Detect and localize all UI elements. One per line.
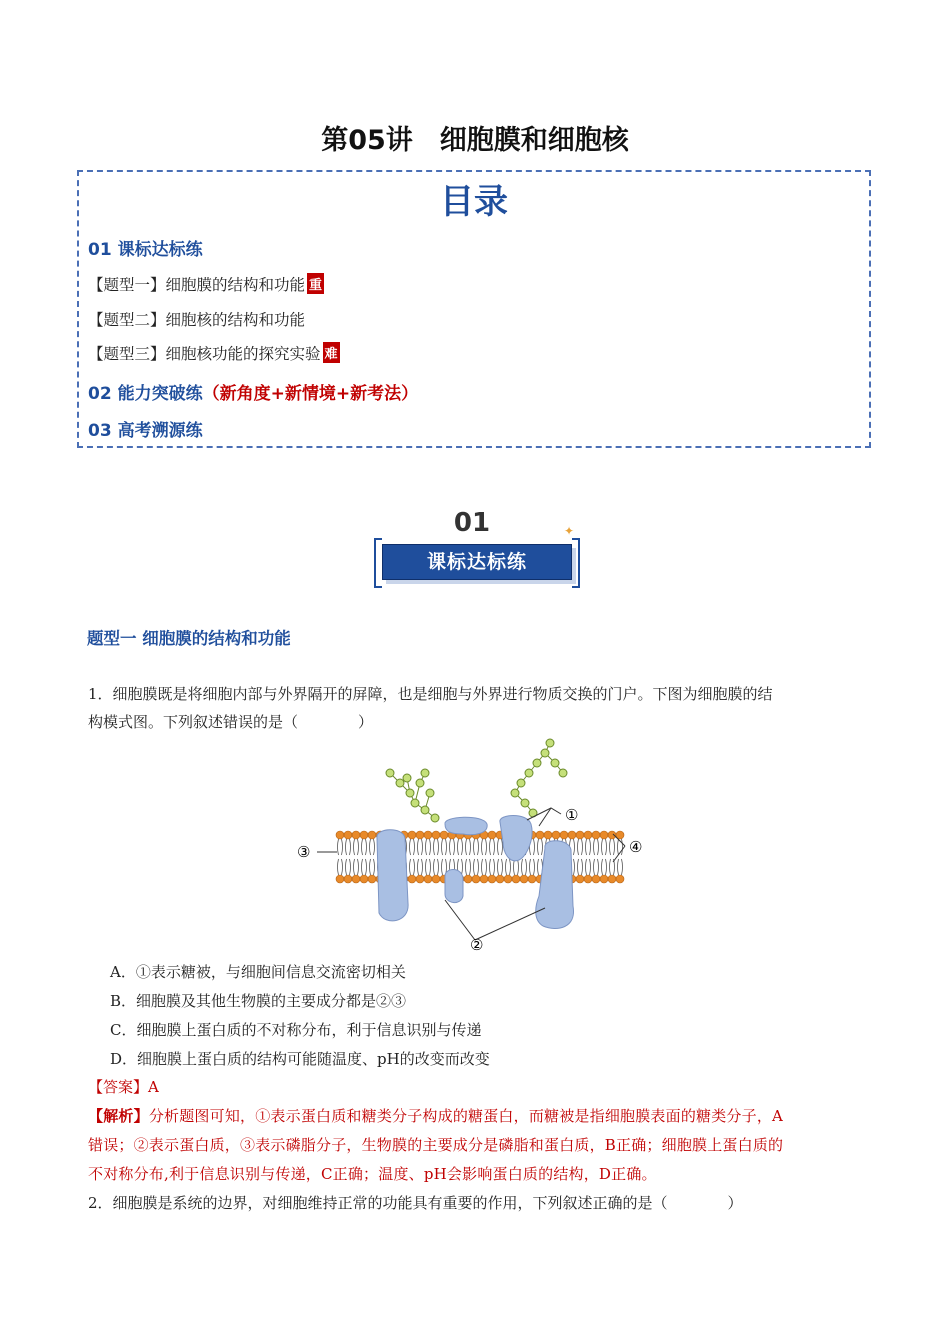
lipid-head [576, 875, 584, 883]
analysis-tag: 【解析】 [88, 1107, 149, 1125]
sugar-unit [533, 759, 541, 767]
sugar-unit [406, 789, 414, 797]
sugar-unit [541, 749, 549, 757]
lipid-head [584, 875, 592, 883]
toc-item-1[interactable] [88, 273, 324, 295]
label-3: ③ [297, 843, 311, 861]
lipid-head [600, 875, 608, 883]
lipid-tail [498, 839, 503, 855]
lipid-head [600, 831, 608, 839]
analysis-line-2: 错误；②表示蛋白质，③表示磷脂分子，生物膜的主要成分是磷脂和蛋白质，B正确；细胞膜上蛋白质的 [88, 1136, 784, 1154]
toc-item-2[interactable] [88, 308, 305, 330]
lipid-head [336, 875, 344, 883]
toc-section-2-label: 02 能力突破练 [88, 384, 203, 404]
lipid-tail [602, 839, 607, 855]
lipid-tail [418, 839, 423, 855]
lipid-tail [362, 859, 367, 875]
sugar-unit [421, 806, 429, 814]
sparkle-icon: ✦ [564, 524, 575, 538]
lipid-tail [370, 859, 375, 875]
lipid-head [424, 831, 432, 839]
analysis-text: 分析题图可知，①表示蛋白质和糖类分子构成的糖蛋白，而糖被是指细胞膜表面的糖类分子，A [148, 1107, 784, 1125]
lipid-tail [410, 859, 415, 875]
lipid-head [336, 831, 344, 839]
toc-item-3[interactable] [88, 342, 340, 364]
lipid-tail [506, 859, 511, 875]
lipid-tail [482, 859, 487, 875]
lipid-head [608, 875, 616, 883]
lipid-head [352, 831, 360, 839]
lipid-head [360, 875, 368, 883]
lipid-tail [586, 859, 591, 875]
lipid-head [424, 875, 432, 883]
lipid-head [432, 831, 440, 839]
lipid-tail [426, 859, 431, 875]
lipid-tail [538, 839, 543, 855]
sugar-unit [551, 759, 559, 767]
lipid-tail [514, 859, 519, 875]
lipid-head [344, 875, 352, 883]
banner-left-bracket [374, 538, 382, 588]
sugar-unit [411, 799, 419, 807]
lipid-head [592, 831, 600, 839]
lipid-tail [346, 859, 351, 875]
lipid-tail [482, 839, 487, 855]
lipid-head [608, 831, 616, 839]
lipid-tail [610, 839, 615, 855]
lipid-tail [474, 859, 479, 875]
label-1: ① [565, 806, 579, 824]
lipid-tail [498, 859, 503, 875]
lipid-head [432, 875, 440, 883]
lipid-tail [522, 859, 527, 875]
question-2-line-1: 2．细胞膜是系统的边界，对细胞维持正常的功能具有重要的作用，下列叙述正确的是（ ） [88, 1194, 743, 1212]
lipid-tail [466, 859, 471, 875]
toc-item-label: 【题型一】细胞膜的结构和功能 [88, 276, 306, 294]
option-a[interactable]: A．①表示糖被，与细胞间信息交流密切相关 [110, 963, 406, 981]
sugar-unit [403, 774, 411, 782]
sugar-unit [511, 789, 519, 797]
lipid-tail [474, 839, 479, 855]
label-4: ④ [629, 838, 643, 856]
lipid-tail [362, 839, 367, 855]
page-title: 第05讲 细胞膜和细胞核 [321, 125, 629, 156]
transmembrane-protein [377, 830, 408, 921]
section-banner [372, 506, 582, 586]
sugar-unit [386, 769, 394, 777]
lipid-head [528, 875, 536, 883]
lipid-tail [410, 839, 415, 855]
sugar-unit [396, 779, 404, 787]
lipid-head [416, 831, 424, 839]
lipid-tail [490, 839, 495, 855]
lipid-tail [530, 859, 535, 875]
lipid-tail [426, 839, 431, 855]
cell-membrane-diagram [295, 738, 665, 953]
lipid-tail [490, 859, 495, 875]
lipid-tail [354, 859, 359, 875]
sugar-unit [431, 814, 439, 822]
option-b[interactable]: B．细胞膜及其他生物膜的主要成分都是②③ [110, 992, 407, 1010]
sugar-unit [426, 789, 434, 797]
difficult-tag: 难 [323, 342, 340, 363]
lipid-head [488, 831, 496, 839]
lipid-head [616, 875, 624, 883]
lipid-head [592, 875, 600, 883]
lipid-head [568, 831, 576, 839]
analysis-line-1 [88, 1105, 783, 1126]
banner-number: 01 [453, 508, 491, 538]
embedded-glycoprotein [500, 816, 532, 861]
banner-right-bracket [572, 538, 580, 588]
section-title: 题型一 细胞膜的结构和功能 [87, 629, 291, 648]
sugar-unit [525, 769, 533, 777]
sugar-chains [386, 739, 567, 822]
lipid-tail [338, 839, 343, 855]
lipid-tail [458, 839, 463, 855]
analysis-line-3: 不对称分布,利于信息识别与传递，C正确；温度、pH会影响蛋白质的结构，D正确。 [88, 1165, 657, 1183]
surface-glycoprotein [445, 817, 487, 834]
lipid-tail [594, 839, 599, 855]
toc-section-2-note: （新角度+新情境+新考法） [202, 384, 419, 404]
lipid-head [512, 875, 520, 883]
sugar-unit [421, 769, 429, 777]
table-of-contents [77, 170, 871, 448]
lipid-tail [370, 839, 375, 855]
sugar-unit [521, 799, 529, 807]
lipid-head [544, 831, 552, 839]
key-tag: 重 [307, 273, 324, 294]
lipid-head [408, 831, 416, 839]
lipid-head [488, 875, 496, 883]
lipid-head [440, 831, 448, 839]
lipid-tail [450, 839, 455, 855]
lipid-head [368, 831, 376, 839]
lipid-head [352, 875, 360, 883]
lipid-head [536, 831, 544, 839]
inner-protein [445, 870, 463, 903]
banner-label: 课标达标练 [426, 551, 527, 573]
lipid-head [560, 831, 568, 839]
question-1-line-1: 1．细胞膜既是将细胞内部与外界隔开的屏障，也是细胞与外界进行物质交换的门户。下图为细胞膜的结 [88, 685, 773, 703]
toc-section-2[interactable] [88, 379, 418, 404]
lipid-tail [578, 859, 583, 875]
lipid-tail [602, 859, 607, 875]
sugar-unit [517, 779, 525, 787]
lipid-head [360, 831, 368, 839]
sugar-unit [416, 779, 424, 787]
lipid-head [504, 875, 512, 883]
lipid-tail [586, 839, 591, 855]
lipid-head [368, 875, 376, 883]
lipid-tail [466, 839, 471, 855]
lipid-tail [594, 859, 599, 875]
lipid-tail [578, 839, 583, 855]
lipid-head [464, 875, 472, 883]
lipid-head [584, 831, 592, 839]
lipid-head [480, 875, 488, 883]
lipid-tail [418, 859, 423, 875]
lipid-head [344, 831, 352, 839]
lipid-tail [354, 839, 359, 855]
option-d[interactable]: D．细胞膜上蛋白质的结构可能随温度、pH的改变而改变 [110, 1050, 490, 1068]
toc-section-3[interactable]: 03 高考溯源练 [88, 421, 203, 441]
lipid-tail [338, 859, 343, 875]
label-2: ② [470, 936, 484, 953]
lipid-head [520, 875, 528, 883]
lipid-tail [434, 839, 439, 855]
option-c[interactable]: C．细胞膜上蛋白质的不对称分布，利于信息识别与传递 [110, 1021, 482, 1039]
question-1-line-2: 构模式图。下列叙述错误的是（ ） [88, 713, 374, 731]
toc-item-label: 【题型二】细胞核的结构和功能 [88, 311, 306, 329]
lipid-tail [346, 839, 351, 855]
answer: 【答案】A [88, 1078, 159, 1096]
lipid-tail [434, 859, 439, 875]
lipid-head [408, 875, 416, 883]
toc-heading: 目录 [440, 182, 508, 222]
lipid-head [496, 875, 504, 883]
lipid-head [552, 831, 560, 839]
toc-section-1[interactable]: 01 课标达标练 [88, 240, 203, 260]
lipid-head [416, 875, 424, 883]
sugar-unit [546, 739, 554, 747]
sugar-unit [559, 769, 567, 777]
banner-box [382, 544, 572, 580]
toc-item-label: 【题型三】细胞核功能的探究实验 [88, 345, 321, 363]
lipid-head [576, 831, 584, 839]
lipid-tail [442, 839, 447, 855]
lipid-head [472, 875, 480, 883]
lipid-tail [618, 859, 623, 875]
